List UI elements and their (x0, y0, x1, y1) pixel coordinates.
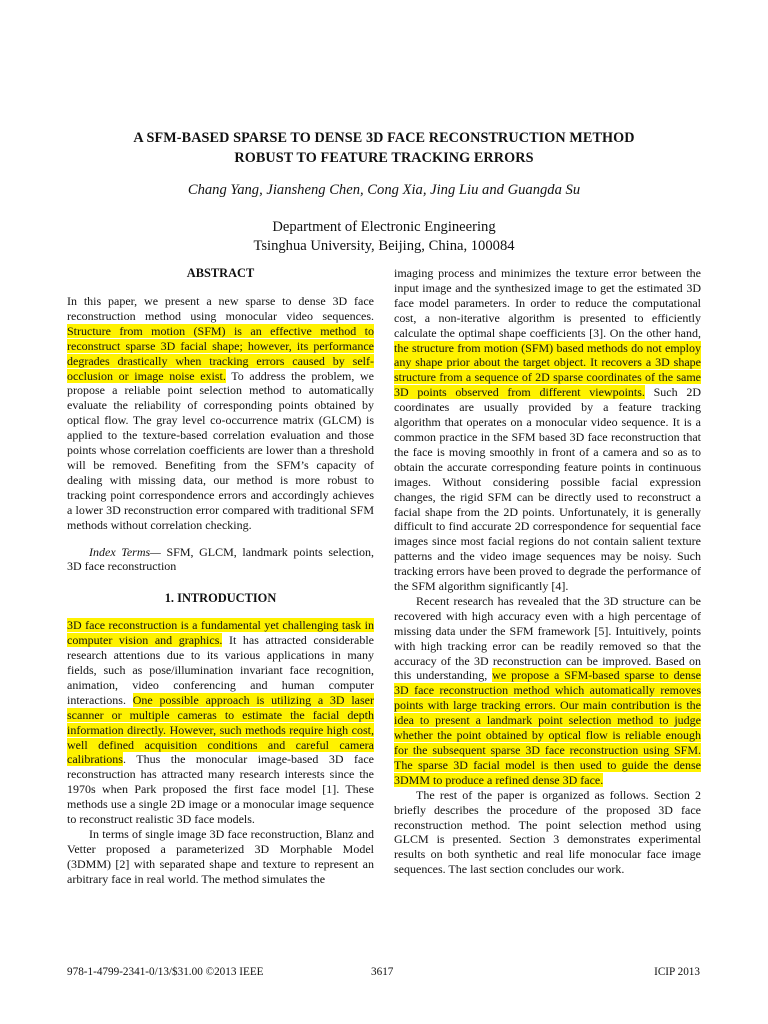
abstract-text-1: In this paper, we present a new sparse to dense 3D face reconstruction method using monocular video sequences. (67, 294, 374, 323)
intro-text-1: It has attracted considerable research attentions due to its various applications in many fields, such as pose/illumination invariant face recognition, animation, video conferencing and human computer interactions. (67, 633, 374, 707)
title-line-2: ROBUST TO FEATURE TRACKING ERRORS (234, 150, 534, 166)
left-column (67, 265, 374, 887)
intro-text-2: . Thus the monocular image-based 3D face reconstruction has attracted many research interests since the 1970s when Park proposed the first face model [1]. These methods use a single 2D image or a monocular image sequence to reconstruct realistic 3D face models. (67, 752, 374, 827)
right-highlight-2: we propose a SFM-based sparse to dense 3D face reconstruction method which automatically removes points with large tracking errors. Our main contribution is the idea to present a landmark point selection method to judge whether the point obtained by optical flow is reliable enough for the subsequent sparse 3D face reconstruction using SFM. The sparse 3D facial model is then used to guide the dense 3DMM to produce a refined dense 3D face. (394, 668, 701, 787)
right-text-1: imaging process and minimizes the texture error between the input image and the synthesized image to get the estimated 3D face model parameters. In order to reduce the computational cost, a non-iterative algorithm is presented to efficiently calculate the optimal shape coefficients [3]. On the other hand, (394, 266, 701, 340)
index-terms-text: SFM, GLCM, landmark points selection, 3D face reconstruction (67, 544, 374, 574)
footer-conference: ICIP 2013 (654, 966, 700, 978)
abstract-paragraph (67, 294, 374, 533)
right-text-3: Recent research has revealed that the 3D structure can be recovered with high accuracy even with a high percentage of missing data under the SFM framework [5]. Intuitively, points with high tracking error can be readily removed so that the accuracy of the 3D reconstruction can be improved. Based on this understanding, (394, 593, 701, 683)
intro-highlight-2: One possible approach is utilizing a 3D laser scanner or multiple cameras to estimate the facial depth information directly. However, such methods require high cost, well defined acquisition conditions and careful camera calibrations (67, 692, 374, 767)
abstract-heading: ABSTRACT (186, 266, 255, 280)
affiliation-university: Tsinghua University, Beijing, China, 100084 (253, 238, 515, 254)
intro-paragraph-3 (394, 594, 701, 788)
author-list: Chang Yang, Jiansheng Chen, Cong Xia, Jing Liu and Guangda Su (187, 182, 581, 198)
paper-title (60, 128, 708, 168)
right-text-2: Such 2D coordinates are usually provided by a feature tracking algorithm that operates on a monocular video sequence. It is a common practice in the SFM based 3D face reconstruction that the face is moving smoothly in front of a camera and so as to obtain the accurate corresponding feature points in continuous images. Without considering possible facial expression changes, the rigid SFM can be directly used to reconstruct a facial shape from the 2D points. Unfortunately, it is generally difficult to find accurate 2D correspondence for sequential face images since most facial regions do not contain salient texture patterns and the video image sequences may be noisy. Such tracking errors have been proved to degrade the performance of the SFM algorithm significantly [4]. (394, 385, 701, 594)
index-terms (67, 545, 374, 575)
footer-page-number: 3617 (371, 966, 394, 978)
introduction-heading: 1. INTRODUCTION (164, 591, 277, 606)
abstract-text-2: To address the problem, we propose a reliable point selection method to automatically evaluate the reliability of corresponding points obtained by optical flow. The gray level co-occurrence matrix (GLCM) is applied to the texture-based correlation evaluation and those points whose correlation coefficients are lower than a threshold will be removed. Benefiting from the SFM’s capacity of dealing with missing data, our method is more robust to tracking point correspondence errors and accordingly achieves a lower 3D reconstruction error compared with traditional SFM methods without correlation checking. (67, 368, 374, 532)
intro-paragraph-2-continued (394, 266, 701, 594)
intro-paragraph-4: The rest of the paper is organized as follows. Section 2 briefly describes the procedure of the proposed 3D face reconstruction method. The point selection method using GLCM is presented. Section 3 demonstrates experimental results on both synthetic and real life monocular face image sequences. The last section concludes our work. (394, 787, 701, 877)
intro-paragraph-2: In terms of single image 3D face reconstruction, Blanz and Vetter proposed a parameterized 3D Morphable Model (3DMM) [2] with separated shape and texture to represent an arbitrary face in real world. The method simulates the (67, 827, 374, 886)
right-highlight-1: the structure from motion (SFM) based methods do not employ any shape prior about the target object. It recovers a 3D shape structure from a sequence of 2D sparse coordinates of the same 3D points observed from different viewpoints. (394, 340, 701, 400)
abstract-highlight-1: Structure from motion (SFM) is an effective method to reconstruct sparse 3D facial shape; however, its performance degrades drastically when tracking errors caused by self-occlusion or image noise exist. (67, 323, 374, 383)
right-column (394, 266, 701, 877)
title-line-1: A SFM-BASED SPARSE TO DENSE 3D FACE RECONSTRUCTION METHOD (133, 130, 635, 146)
footer-copyright: 978-1-4799-2341-0/13/$31.00 ©2013 IEEE (67, 966, 264, 978)
intro-paragraph-1 (67, 618, 374, 827)
affiliation-department: Department of Electronic Engineering (272, 219, 496, 235)
intro-highlight-1: 3D face reconstruction is a fundamental yet challenging task in computer vision and graphics. (67, 618, 374, 648)
index-terms-label: Index Terms— (89, 544, 161, 559)
affiliation (60, 218, 708, 256)
